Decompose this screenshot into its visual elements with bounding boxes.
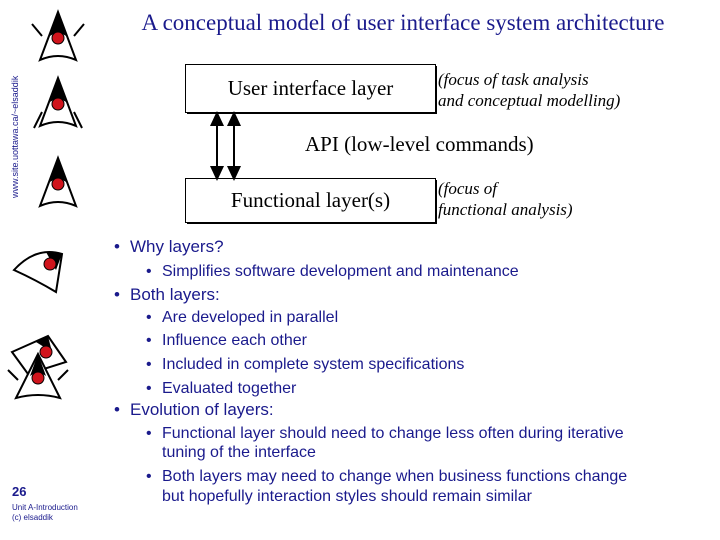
side-url: www.site.uottawa.ca/~elsaddik [10, 75, 20, 198]
sub-bullet: • Both layers may need to change when business functions change [146, 468, 628, 485]
sub-bullet-continuation: but hopefully interaction styles should remain similar [162, 488, 532, 505]
mascot-icon [6, 236, 68, 298]
mascot-icon [28, 72, 88, 134]
bullet-why-layers: • Why layers? [114, 237, 224, 256]
footer-unit: Unit A-Introduction [12, 503, 78, 512]
functional-layer-box [185, 178, 436, 223]
ui-focus-line1: (focus of task analysis [438, 70, 589, 89]
ui-layer-label: User interface layer [227, 76, 394, 100]
mascot-icon [6, 348, 70, 410]
func-focus-line2: functional analysis) [438, 200, 573, 219]
bullet-evolution: • Evolution of layers: [114, 400, 274, 419]
slide-number: 26 [12, 484, 27, 499]
bullet-both-layers: • Both layers: [114, 285, 220, 304]
api-label: API (low-level commands) [305, 132, 534, 156]
func-focus-line1: (focus of [438, 179, 498, 198]
mascot-icon [28, 152, 88, 214]
footer [12, 503, 78, 523]
mascot-icon [28, 6, 88, 68]
sub-bullet: • Evaluated together [146, 380, 297, 397]
slide-title: A conceptual model of user interface system architecture [141, 10, 665, 35]
sub-bullet: • Functional layer should need to change less often during iterative [146, 425, 624, 442]
sub-bullet: • Are developed in parallel [146, 309, 339, 326]
footer-copyright: (c) elsaddik [12, 513, 53, 522]
sub-bullet-continuation: tuning of the interface [162, 444, 316, 461]
ui-focus-line2: and conceptual modelling) [438, 91, 621, 110]
sub-bullet: • Simplifies software development and maintenance [146, 263, 519, 280]
ui-layer-box [185, 64, 436, 113]
functional-layer-label: Functional layer(s) [230, 188, 391, 212]
sub-bullet: • Included in complete system specifications [146, 356, 465, 373]
sub-bullet: • Influence each other [146, 332, 307, 349]
bidirectional-arrows-icon [200, 110, 250, 182]
